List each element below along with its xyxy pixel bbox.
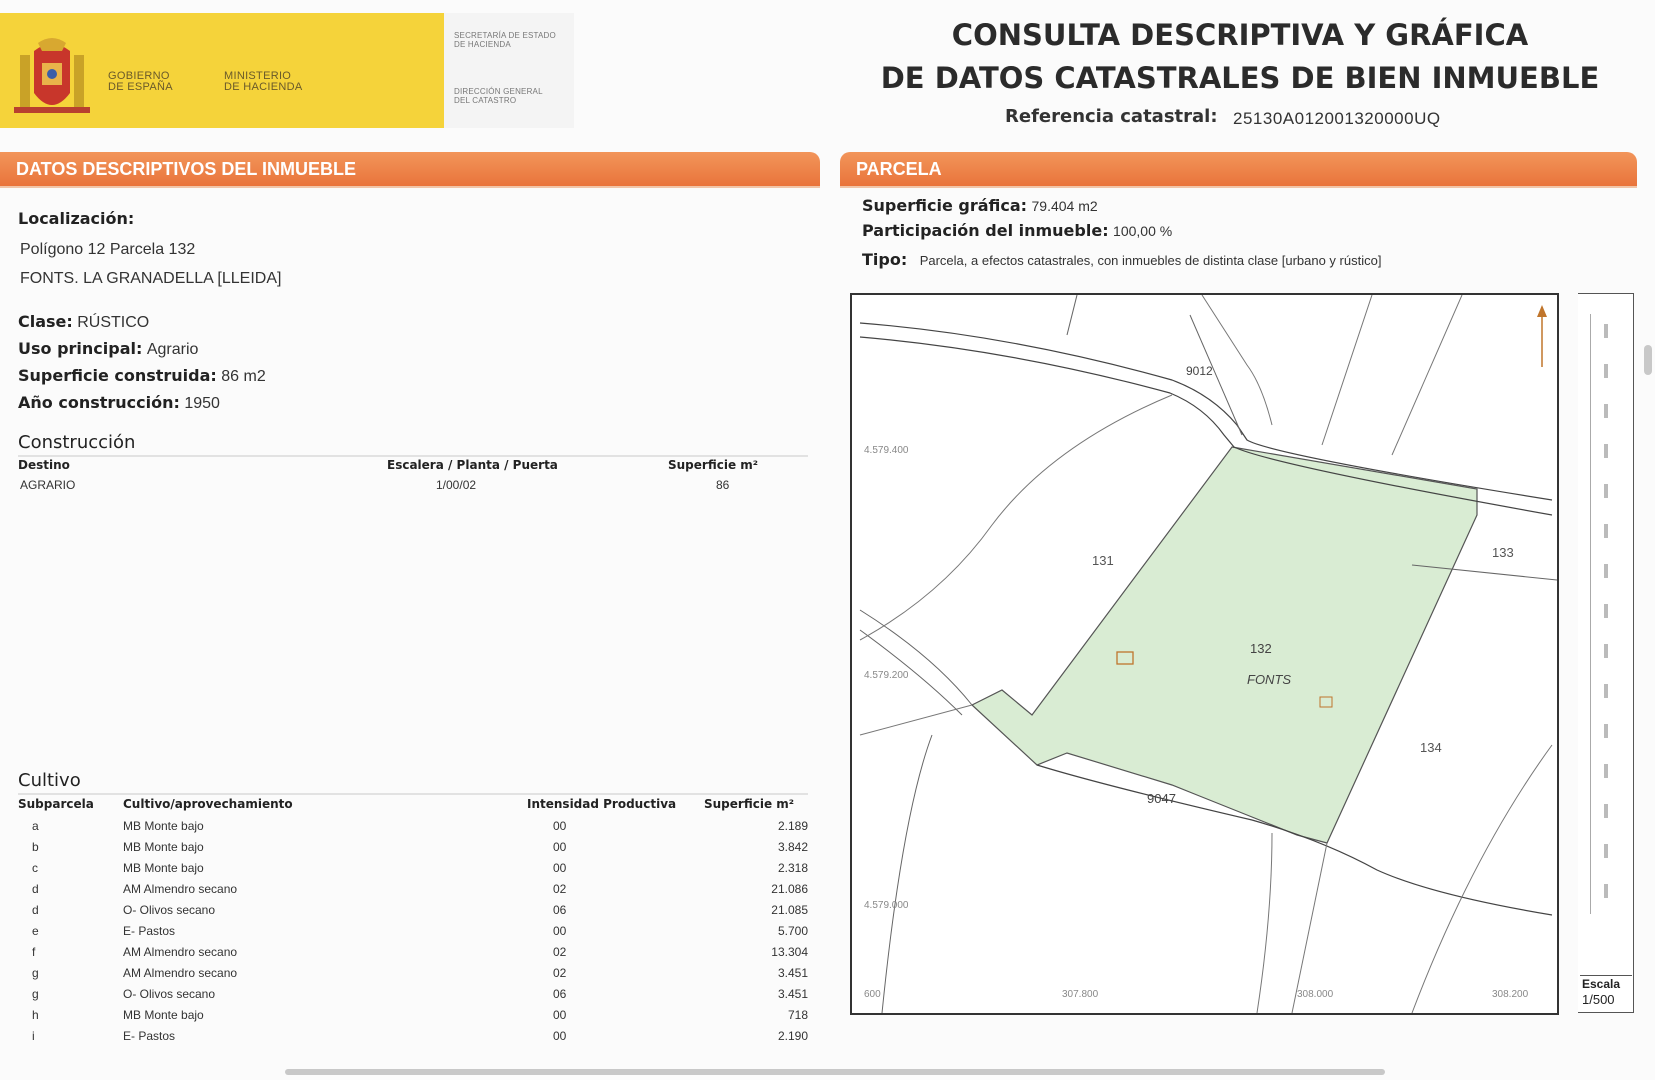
tipo-value: Parcela, a efectos catastrales, con inmuebles de distinta clase [urbano y rústico] bbox=[919, 253, 1382, 268]
coord-y-label: 4.579.400 bbox=[864, 445, 909, 456]
cultivo-header-subparcela: Subparcela bbox=[18, 797, 94, 811]
subparcela-cell: h bbox=[32, 1007, 39, 1022]
scale-value: 1/500 bbox=[1582, 992, 1615, 1007]
table-row bbox=[18, 899, 808, 920]
superficie-construida-label: Superficie construida: bbox=[18, 366, 217, 385]
uso-row bbox=[18, 339, 198, 359]
uso-label: Uso principal: bbox=[18, 339, 143, 358]
fonts-label: FONTS bbox=[1247, 672, 1292, 687]
divider bbox=[840, 186, 1637, 188]
table-row bbox=[18, 1025, 808, 1046]
cultivo-table bbox=[18, 815, 808, 1046]
superficie-construida-row bbox=[18, 366, 266, 386]
parcel-section-title: PARCELA bbox=[840, 152, 1637, 186]
cultivo-cell: E- Pastos bbox=[123, 923, 176, 938]
localizacion-line-2: FONTS. LA GRANADELLA [LLEIDA] bbox=[20, 270, 282, 287]
construccion-superficie-cell: 86 bbox=[716, 478, 730, 492]
subparcela-cell: g bbox=[32, 986, 39, 1001]
anio-construccion-label: Año construcción: bbox=[18, 393, 180, 412]
superficie-cell: 2.189 bbox=[777, 818, 808, 833]
descriptive-data-section-title: DATOS DESCRIPTIVOS DEL INMUEBLE bbox=[0, 152, 820, 186]
tipo-row bbox=[862, 250, 1381, 270]
intensidad-cell: 06 bbox=[553, 902, 567, 917]
intensidad-cell: 00 bbox=[553, 860, 567, 875]
intensidad-cell: 02 bbox=[553, 944, 567, 959]
anio-construccion-row bbox=[18, 393, 220, 413]
clase-row bbox=[18, 312, 149, 332]
superficie-cell: 718 bbox=[787, 1007, 808, 1022]
cultivo-cell: E- Pastos bbox=[123, 1028, 176, 1043]
parcel-132-label: 132 bbox=[1250, 641, 1272, 656]
superficie-construida-value: 86 m2 bbox=[221, 368, 266, 385]
cultivo-cell: MB Monte bajo bbox=[123, 860, 204, 875]
document-title: CONSULTA DESCRIPTIVA Y GRÁFICA DE DATOS CATASTRALES DE BIEN INMUEBLE bbox=[880, 18, 1600, 95]
ministerio-text: MINISTERIO DE HACIENDA bbox=[224, 70, 303, 93]
cultivo-cell: O- Olivos secano bbox=[123, 986, 216, 1001]
road-9012-label: 9012 bbox=[1186, 364, 1213, 378]
road-9047-label: 9047 bbox=[1147, 791, 1176, 806]
cultivo-cell: O- Olivos secano bbox=[123, 902, 216, 917]
intensidad-cell: 02 bbox=[553, 881, 567, 896]
coord-y-label: 4.579.200 bbox=[864, 670, 909, 681]
divider bbox=[18, 455, 808, 457]
superficie-cell: 2.318 bbox=[777, 860, 808, 875]
scale-label: Escala bbox=[1582, 977, 1621, 991]
coat-of-arms-icon bbox=[12, 33, 92, 121]
participacion-value: 100,00 % bbox=[1113, 223, 1173, 239]
cultivo-header-superficie: Superficie m² bbox=[704, 797, 795, 811]
superficie-cell: 21.085 bbox=[771, 902, 808, 917]
subparcela-cell: f bbox=[32, 944, 36, 959]
cultivo-cell: MB Monte bajo bbox=[123, 839, 204, 854]
clase-value: RÚSTICO bbox=[77, 314, 150, 331]
table-row bbox=[18, 1004, 808, 1025]
secretaria-text: SECRETARÍA DE ESTADO DE HACIENDA bbox=[454, 31, 556, 49]
table-row bbox=[18, 857, 808, 878]
construccion-destino-cell: AGRARIO bbox=[20, 478, 76, 492]
parcel-134-label: 134 bbox=[1420, 740, 1442, 755]
cadastral-map bbox=[850, 293, 1559, 1015]
cultivo-header-intensidad: Intensidad Productiva bbox=[527, 797, 677, 811]
cultivo-cell: MB Monte bajo bbox=[123, 818, 204, 833]
cultivo-cell: AM Almendro secano bbox=[123, 881, 238, 896]
parcel-133-label: 133 bbox=[1492, 545, 1514, 560]
table-row bbox=[18, 983, 808, 1004]
map-legend-strip bbox=[1578, 293, 1634, 1013]
divider bbox=[18, 793, 808, 795]
ref-catastral-value: 25130A012001320000UQ bbox=[1233, 109, 1441, 128]
intensidad-cell: 00 bbox=[553, 1007, 567, 1022]
subparcela-cell: b bbox=[32, 839, 39, 854]
vertical-scrollbar[interactable] bbox=[1644, 345, 1652, 375]
subparcela-cell: i bbox=[32, 1028, 35, 1043]
intensidad-cell: 02 bbox=[553, 965, 567, 980]
north-arrow-icon bbox=[1537, 305, 1547, 367]
superficie-cell: 2.190 bbox=[777, 1028, 808, 1043]
government-logo-block bbox=[0, 13, 444, 128]
table-row bbox=[18, 815, 808, 836]
superficie-cell: 13.304 bbox=[771, 944, 808, 959]
superficie-cell: 21.086 bbox=[771, 881, 808, 896]
localizacion-label: Localización: bbox=[18, 209, 135, 228]
coord-x-label: 308.000 bbox=[1297, 989, 1334, 1000]
clase-label: Clase: bbox=[18, 312, 73, 331]
superficie-grafica-value: 79.404 m2 bbox=[1031, 198, 1098, 214]
gobierno-text: GOBIERNO DE ESPAÑA bbox=[108, 70, 173, 93]
superficie-cell: 3.451 bbox=[777, 965, 808, 980]
localizacion-line-1: Polígono 12 Parcela 132 bbox=[20, 241, 196, 258]
intensidad-cell: 00 bbox=[553, 818, 567, 833]
cultivo-cell: AM Almendro secano bbox=[123, 944, 238, 959]
construccion-header-superficie: Superficie m² bbox=[668, 458, 759, 472]
construccion-epp-cell: 1/00/02 bbox=[436, 478, 477, 492]
subparcela-cell: d bbox=[32, 881, 39, 896]
superficie-cell: 5.700 bbox=[777, 923, 808, 938]
superficie-grafica-row bbox=[862, 196, 1098, 216]
cultivo-cell: MB Monte bajo bbox=[123, 1007, 204, 1022]
uso-value: Agrario bbox=[146, 341, 199, 358]
superficie-cell: 3.842 bbox=[777, 839, 808, 854]
map-drawing bbox=[852, 295, 1557, 1013]
intensidad-cell: 00 bbox=[553, 923, 567, 938]
cultivo-title: Cultivo bbox=[18, 770, 81, 791]
table-row bbox=[18, 836, 808, 857]
superficie-grafica-label: Superficie gráfica: bbox=[862, 196, 1028, 215]
legend-line bbox=[1590, 314, 1597, 914]
construccion-header-epp: Escalera / Planta / Puerta bbox=[387, 458, 558, 472]
construccion-title: Construcción bbox=[18, 432, 136, 453]
parcel-131-label: 131 bbox=[1092, 553, 1114, 568]
agency-block bbox=[444, 13, 574, 128]
table-row bbox=[18, 878, 808, 899]
legend-text-marks bbox=[1604, 324, 1608, 914]
divider bbox=[0, 186, 820, 188]
subparcela-cell: g bbox=[32, 965, 39, 980]
coord-y-label: 4.579.000 bbox=[864, 900, 909, 911]
participacion-row bbox=[862, 221, 1172, 241]
tipo-label: Tipo: bbox=[862, 250, 908, 269]
intensidad-cell: 06 bbox=[553, 986, 567, 1001]
anio-construccion-value: 1950 bbox=[184, 395, 220, 412]
cultivo-cell: AM Almendro secano bbox=[123, 965, 238, 980]
direccion-text: DIRECCIÓN GENERAL DEL CATASTRO bbox=[454, 87, 543, 105]
superficie-cell: 3.451 bbox=[777, 986, 808, 1001]
subparcela-cell: d bbox=[32, 902, 39, 917]
intensidad-cell: 00 bbox=[553, 839, 567, 854]
coord-x-label: 308.200 bbox=[1492, 989, 1529, 1000]
coord-x-label: 307.800 bbox=[1062, 989, 1099, 1000]
horizontal-scrollbar[interactable] bbox=[285, 1069, 1385, 1075]
ref-catastral-label: Referencia catastral: bbox=[1005, 106, 1218, 127]
construccion-header-destino: Destino bbox=[18, 458, 70, 472]
intensidad-cell: 00 bbox=[553, 1028, 567, 1043]
table-row bbox=[18, 962, 808, 983]
scale-box bbox=[1580, 975, 1632, 1011]
subparcela-cell: c bbox=[32, 860, 38, 875]
participacion-label: Participación del inmueble: bbox=[862, 221, 1109, 240]
coord-x-label: 600 bbox=[864, 989, 881, 1000]
table-row bbox=[18, 941, 808, 962]
parcel-132-area bbox=[972, 447, 1477, 843]
subparcela-cell: e bbox=[32, 923, 39, 938]
cultivo-header-cultivo: Cultivo/aprovechamiento bbox=[123, 797, 293, 811]
subparcela-cell: a bbox=[32, 818, 39, 833]
table-row bbox=[18, 920, 808, 941]
